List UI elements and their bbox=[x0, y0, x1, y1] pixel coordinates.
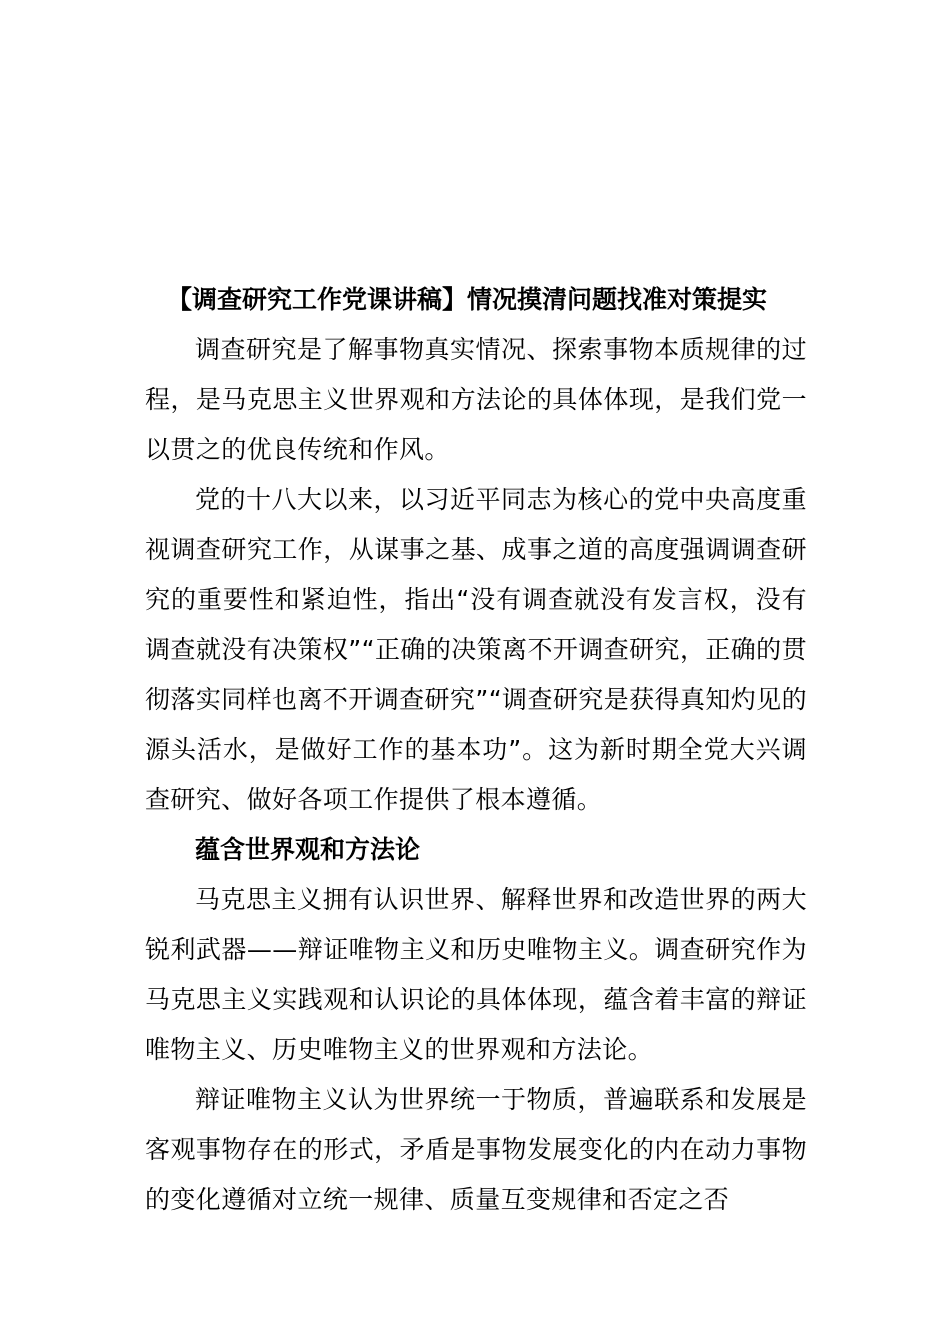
document-body bbox=[145, 275, 807, 1225]
paragraph-dialectical-materialism: 辩证唯物主义认为世界统一于物质，普遍联系和发展是客观事物存在的形式，矛盾是事物发展变化的内在动力事物的变化遵循对立统一规律、质量互变规律和否定之否 bbox=[145, 1085, 807, 1214]
document-title: 【调查研究工作党课讲稿】情况摸清问题找准对策提实 bbox=[167, 285, 768, 314]
paragraph-party-congress: 党的十八大以来，以习近平同志为核心的党中央高度重视调查研究工作，从谋事之基、成事之道的高度强调调查研究的重要性和紧迫性，指出“没有调查就没有发言权，没有调查就没有决策权”“正确的决策离不开调查研究，正确的贯彻落实同样也离不开调查研究”“调查研究是获得真知灼见的源头活水，是做好工作的基本功”。这为新时期全党大兴调查研究、做好各项工作提供了根本遵循。 bbox=[145, 485, 807, 814]
paragraph-marxism: 马克思主义拥有认识世界、解释世界和改造世界的两大锐利武器——辩证唯物主义和历史唯物主义。调查研究作为马克思主义实践观和认识论的具体体现，蕴含着丰富的辩证唯物主义、历史唯物主义的世界观和方法论。 bbox=[145, 885, 807, 1064]
section-heading: 蕴含世界观和方法论 bbox=[195, 835, 421, 864]
paragraph-intro: 调查研究是了解事物真实情况、探索事物本质规律的过程，是马克思主义世界观和方法论的具体体现，是我们党一以贯之的优良传统和作风。 bbox=[145, 335, 807, 464]
